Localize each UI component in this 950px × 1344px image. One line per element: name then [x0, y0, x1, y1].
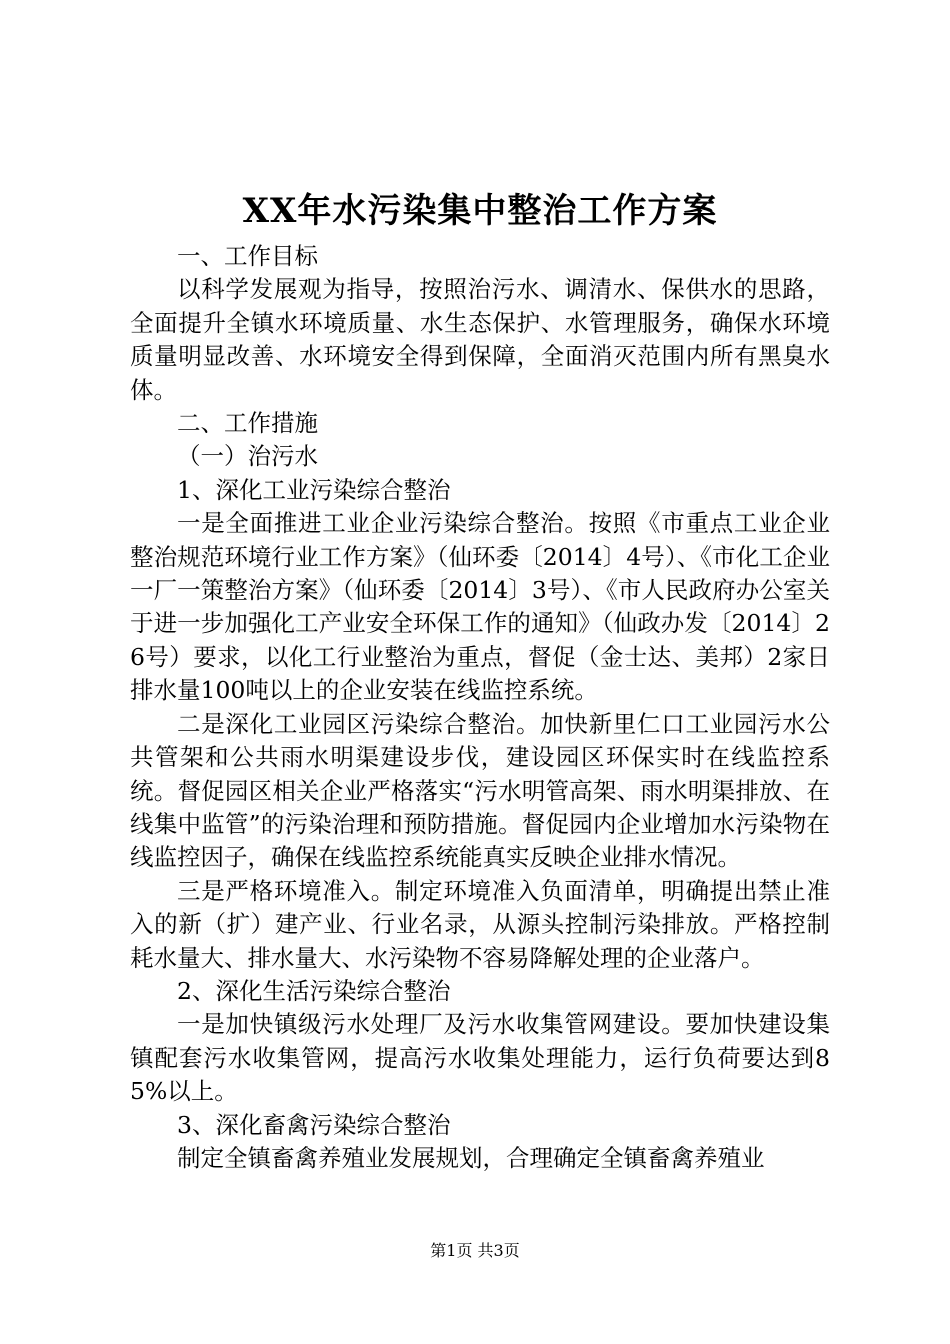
- item-heading-domestic: 2、深化生活污染综合整治: [177, 976, 451, 1005]
- document-page: [130, 188, 830, 1175]
- document-title: XX年水污染集中整治工作方案: [242, 191, 718, 231]
- page-indicator: 第1页 共3页: [430, 1241, 520, 1260]
- subsection-heading-sewage: （一）治污水: [177, 442, 318, 471]
- paragraph-industrial-1: 一是全面推进工业企业污染综合整治。按照《市重点工业企业整治规范环境行业工作方案》（仙环委〔2014〕4号）、《市化工企业一厂一策整治方案》（仙环委〔2014〕3号）、《市人民政府办公室关于进一步加强化工产业安全环保工作的通知》（仙政办发〔2014〕26号）要求，以化工行业整治为重点，督促（金士达、美邦）2家日排水量100吨以上的企业安装在线监控系统。: [130, 509, 830, 705]
- paragraph-industrial-3: 三是严格环境准入。制定环境准入负面清单，明确提出禁止准入的新（扩）建产业、行业名录，从源头控制污染排放。严格控制耗水量大、排水量大、水污染物不容易降解处理的企业落户。: [130, 876, 830, 972]
- section-heading-measures: 二、工作措施: [177, 409, 318, 438]
- paragraph-livestock-1: 制定全镇畜禽养殖业发展规划，合理确定全镇畜禽养殖业: [177, 1143, 765, 1172]
- paragraph-domestic-1: 一是加快镇级污水处理厂及污水收集管网建设。要加快建设集镇配套污水收集管网，提高污水收集处理能力，运行负荷要达到85%以上。: [130, 1010, 830, 1106]
- paragraph-goals: 以科学发展观为指导，按照治污水、调清水、保供水的思路，全面提升全镇水环境质量、水生态保护、水管理服务，确保水环境质量明显改善、水环境安全得到保障，全面消灭范围内所有黑臭水体。: [130, 275, 830, 404]
- paragraph-industrial-2: 二是深化工业园区污染综合整治。加快新里仁口工业园污水公共管架和公共雨水明渠建设步伐，建设园区环保实时在线监控系统。督促园区相关企业严格落实“污水明管高架、雨水明渠排放、在线集中监管”的污染治理和预防措施。督促园内企业增加水污染物在线监控因子，确保在线监控系统能真实反映企业排水情况。: [130, 709, 830, 872]
- section-heading-goals: 一、工作目标: [177, 242, 318, 270]
- item-heading-industrial: 1、深化工业污染综合整治: [177, 475, 451, 504]
- item-heading-livestock: 3、深化畜禽污染综合整治: [177, 1110, 451, 1139]
